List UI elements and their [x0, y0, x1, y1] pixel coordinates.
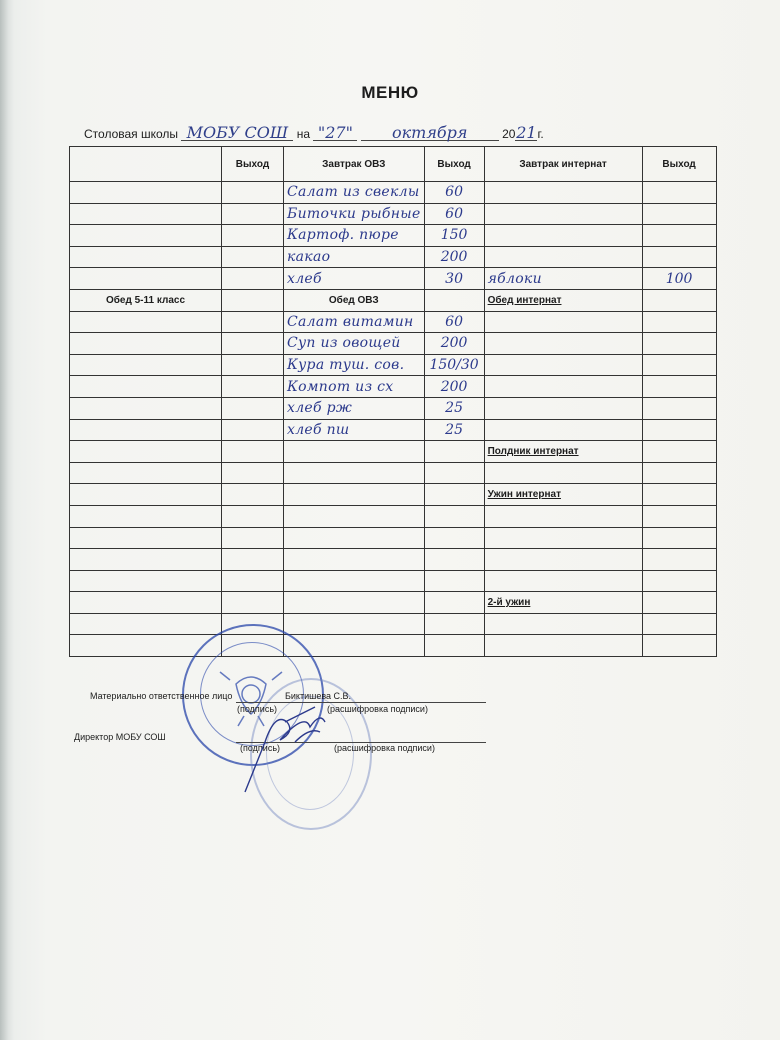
table-cell: [484, 246, 642, 268]
table-row: [70, 527, 717, 549]
table-cell: [222, 289, 284, 311]
on-label: на: [296, 127, 311, 141]
header-cell: [70, 147, 222, 182]
table-cell: [284, 570, 425, 592]
table-cell: [222, 441, 284, 463]
table-cell: [642, 441, 716, 463]
responsible-label: Материально ответственное лицо: [90, 691, 233, 701]
handwritten-signature: [225, 682, 365, 802]
table-cell: [484, 613, 642, 635]
document-title: МЕНЮ: [361, 83, 419, 102]
table-cell: [222, 203, 284, 225]
table-cell: [222, 182, 284, 204]
table-cell: 150: [424, 225, 484, 247]
section-label: Обед 5-11 класс: [105, 294, 186, 306]
table-cell: [484, 182, 642, 204]
table-cell: [222, 549, 284, 571]
table-cell: Салат витамин: [284, 311, 425, 333]
table-row: [70, 570, 717, 592]
table-cell: [70, 246, 222, 268]
table-cell: 150/30: [424, 354, 484, 376]
table-cell: [424, 570, 484, 592]
table-cell: [284, 441, 425, 463]
table-cell: [222, 419, 284, 441]
table-row: [70, 462, 717, 484]
table-cell: 25: [424, 419, 484, 441]
table-row: [70, 484, 717, 506]
table-cell: [70, 549, 222, 571]
table-cell: [70, 289, 222, 311]
table-cell: яблоки: [484, 268, 642, 290]
table-cell: [284, 527, 425, 549]
table-cell: [484, 354, 642, 376]
table-cell: [642, 354, 716, 376]
table-row: [70, 289, 717, 311]
table-cell: [642, 484, 716, 506]
table-row: [70, 505, 717, 527]
table-cell: хлеб пш: [284, 419, 425, 441]
table-cell: [642, 246, 716, 268]
table-cell: [70, 182, 222, 204]
header-cell: Выход: [222, 147, 284, 182]
header-line: [84, 123, 544, 142]
table-cell: [222, 376, 284, 398]
table-cell: [222, 311, 284, 333]
table-cell: [484, 376, 642, 398]
table-cell: Картоф. пюре: [284, 225, 425, 247]
table-cell: [484, 549, 642, 571]
table-cell: [484, 333, 642, 355]
table-row: [70, 333, 717, 355]
table-cell: [484, 505, 642, 527]
table-row: [70, 354, 717, 376]
table-cell: [424, 549, 484, 571]
table-cell: [222, 333, 284, 355]
table-cell: [424, 484, 484, 506]
table-cell: [70, 484, 222, 506]
table-cell: [424, 505, 484, 527]
table-cell: [284, 549, 425, 571]
header-cell: Выход: [424, 147, 484, 182]
table-cell: [222, 570, 284, 592]
table-cell: [70, 354, 222, 376]
table-cell: Биточки рыбные: [284, 203, 425, 225]
table-cell: [70, 592, 222, 614]
table-row: [70, 419, 717, 441]
table-cell: [642, 549, 716, 571]
table-cell: [424, 592, 484, 614]
table-cell: [70, 527, 222, 549]
table-cell: [222, 527, 284, 549]
table-cell: Кура туш. сов.: [284, 354, 425, 376]
table-cell: [222, 225, 284, 247]
table-cell: [284, 462, 425, 484]
table-cell: [484, 203, 642, 225]
table-cell: [484, 311, 642, 333]
table-cell: 60: [424, 203, 484, 225]
table-cell: [70, 397, 222, 419]
table-cell: [484, 289, 642, 311]
table-cell: [70, 268, 222, 290]
table-cell: [642, 333, 716, 355]
table-cell: [424, 462, 484, 484]
table-cell: [222, 268, 284, 290]
table-cell: [484, 527, 642, 549]
table-cell: [484, 397, 642, 419]
table-cell: [284, 505, 425, 527]
table-cell: [424, 441, 484, 463]
table-cell: [484, 592, 642, 614]
table-row: [70, 441, 717, 463]
table-cell: 200: [424, 376, 484, 398]
table-cell: [484, 570, 642, 592]
month-field: октября: [361, 126, 499, 141]
table-cell: [284, 289, 425, 311]
table-row: [70, 549, 717, 571]
table-cell: 60: [424, 311, 484, 333]
table-cell: [70, 376, 222, 398]
year-prefix: 20: [502, 127, 516, 141]
table-cell: [424, 289, 484, 311]
table-cell: [642, 613, 716, 635]
director-label: Директор МОБУ СОШ: [74, 732, 166, 742]
table-cell: [642, 376, 716, 398]
table-row: [70, 613, 717, 635]
table-cell: Салат из свеклы: [284, 182, 425, 204]
table-cell: [642, 527, 716, 549]
table-cell: [222, 397, 284, 419]
table-row: [70, 203, 717, 225]
page-edge: [0, 0, 14, 1040]
school-label: Столовая школы: [84, 127, 179, 141]
table-cell: [222, 484, 284, 506]
table-cell: [284, 592, 425, 614]
section-label: Ужин интернат: [487, 489, 561, 501]
year-end: г.: [537, 127, 544, 141]
table-cell: [642, 397, 716, 419]
table-cell: 25: [424, 397, 484, 419]
table-header-row: [70, 147, 717, 182]
day-field: "27": [313, 126, 357, 141]
table-row: [70, 592, 717, 614]
table-cell: [484, 419, 642, 441]
table-cell: [424, 613, 484, 635]
table-cell: [642, 570, 716, 592]
school-name-field: МОБУ СОШ: [181, 126, 293, 141]
table-cell: [484, 441, 642, 463]
table-cell: [70, 203, 222, 225]
table-cell: [642, 635, 716, 657]
table-cell: 200: [424, 333, 484, 355]
table-cell: [642, 462, 716, 484]
table-cell: [642, 182, 716, 204]
table-row: [70, 246, 717, 268]
table-cell: [222, 462, 284, 484]
table-row: [70, 397, 717, 419]
table-cell: [222, 505, 284, 527]
table-cell: [70, 419, 222, 441]
table-cell: какао: [284, 246, 425, 268]
table-cell: [284, 484, 425, 506]
table-cell: [70, 570, 222, 592]
sign-caption: (подпись): [237, 704, 278, 714]
table-cell: 60: [424, 182, 484, 204]
table-cell: [642, 289, 716, 311]
responsible-name: Биктишева С.В.: [285, 691, 352, 701]
table-cell: [70, 462, 222, 484]
table-cell: 200: [424, 246, 484, 268]
table-cell: [642, 592, 716, 614]
header-cell: Завтрак интернат: [484, 147, 642, 182]
table-cell: хлеб рж: [284, 397, 425, 419]
table-cell: хлеб: [284, 268, 425, 290]
table-cell: [424, 527, 484, 549]
table-cell: [424, 635, 484, 657]
table-cell: [222, 354, 284, 376]
header-cell: Завтрак ОВЗ: [284, 147, 425, 182]
table-cell: [484, 635, 642, 657]
table-row: [70, 376, 717, 398]
table-cell: [642, 225, 716, 247]
decode-caption: (расшифровка подписи): [327, 704, 428, 714]
table-cell: [70, 225, 222, 247]
director-sign-caption: (подпись): [240, 743, 281, 753]
table-cell: [642, 311, 716, 333]
table-cell: [642, 419, 716, 441]
menu-table-wrap: [69, 146, 717, 657]
table-row: [70, 268, 717, 290]
table-row: [70, 635, 717, 657]
table-cell: [70, 441, 222, 463]
table-cell: [642, 203, 716, 225]
header-cell: Выход: [642, 147, 716, 182]
table-cell: [222, 592, 284, 614]
table-cell: [484, 484, 642, 506]
table-row: [70, 182, 717, 204]
director-decode-caption: (расшифровка подписи): [334, 743, 435, 753]
table-cell: [222, 246, 284, 268]
table-cell: 100: [642, 268, 716, 290]
table-cell: [484, 462, 642, 484]
table-cell: Компот из сх: [284, 376, 425, 398]
section-label: Полдник интернат: [487, 445, 579, 457]
table-cell: [70, 505, 222, 527]
section-label: Обед интернат: [487, 294, 562, 306]
table-cell: [70, 311, 222, 333]
table-cell: Суп из овощей: [284, 333, 425, 355]
year-field: 21: [516, 123, 537, 142]
table-cell: [642, 505, 716, 527]
table-cell: [70, 333, 222, 355]
table-row: [70, 225, 717, 247]
table-row: [70, 311, 717, 333]
menu-table: [69, 146, 717, 657]
section-label: Обед ОВЗ: [328, 294, 379, 306]
section-label: 2-й ужин: [487, 597, 531, 609]
table-cell: 30: [424, 268, 484, 290]
table-cell: [484, 225, 642, 247]
